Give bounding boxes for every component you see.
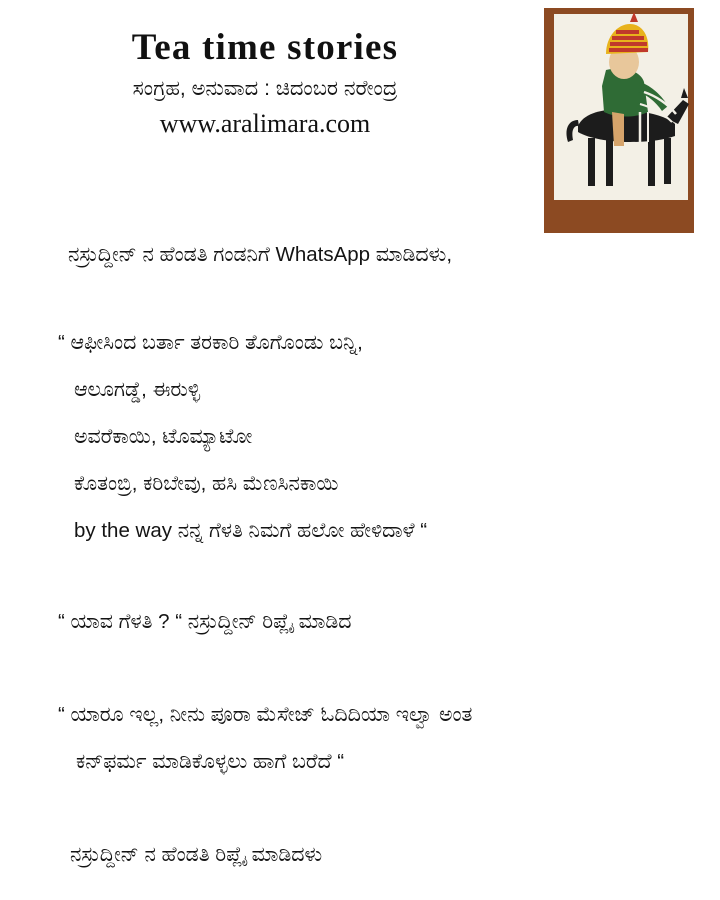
illustration-svg xyxy=(544,8,694,233)
title-block xyxy=(0,28,530,141)
body-line: ಆಲೂಗಡ್ಡೆ, ಈರುಳ್ಳಿ xyxy=(74,378,201,401)
document-byline: ಸಂಗ್ರಹ, ಅನುವಾದ : ಚಿದಂಬರ ನರೇಂದ್ರ xyxy=(132,76,398,100)
body-line: “ ಯಾವ ಗೆಳತಿ ? “ ನಸ್ರುದ್ದೀನ್ ರಿಪ್ಲೈ ಮಾಡಿದ xyxy=(58,610,352,633)
body-line: ಕೊತಂಬ್ರಿ, ಕರಿಬೇವು, ಹಸಿ ಮೆಣಸಿನಕಾಯಿ xyxy=(74,472,339,495)
page-title: Tea time stories xyxy=(131,27,399,68)
body-line: “ ಆಫೀಸಿಂದ ಬರ್ತಾ ತರಕಾರಿ ತೊಗೊಂಡು ಬನ್ನಿ, xyxy=(58,331,363,354)
man-riding-donkey-illustration xyxy=(544,8,694,233)
body-line: ಅವರೆಕಾಯಿ, ಟೊಮ್ಯಾಟೋ xyxy=(74,425,253,448)
body-line: ನಸ್ರುದ್ದೀನ್ ನ ಹೆಂಡತಿ ರಿಪ್ಲೈ ಮಾಡಿದಳು xyxy=(70,843,323,866)
body-line: “ ಯಾರೂ ಇಲ್ಲ, ನೀನು ಪೂರಾ ಮೆಸೇಜ್ ಓದಿದಿಯಾ ಇಲ್ವಾ ಅಂತ xyxy=(58,703,473,726)
document-header xyxy=(0,0,720,230)
body-line: by the way ನನ್ನ ಗೆಳತಿ ನಿಮಗೆ ಹಲೋ ಹೇಳಿದಾಳೆ “ xyxy=(74,519,428,542)
body-line: ಕನ್‌ಫರ್ಮ ಮಾಡಿಕೊಳ್ಳಲು ಹಾಗೆ ಬರೆದೆ “ xyxy=(76,750,345,773)
body-line: ನಸ್ರುದ್ದೀನ್ ನ ಹೆಂಡತಿ ಗಂಡನಿಗೆ WhatsApp ಮಾಡಿದಳು, xyxy=(68,243,453,266)
website-url: www.aralimara.com xyxy=(159,109,371,139)
